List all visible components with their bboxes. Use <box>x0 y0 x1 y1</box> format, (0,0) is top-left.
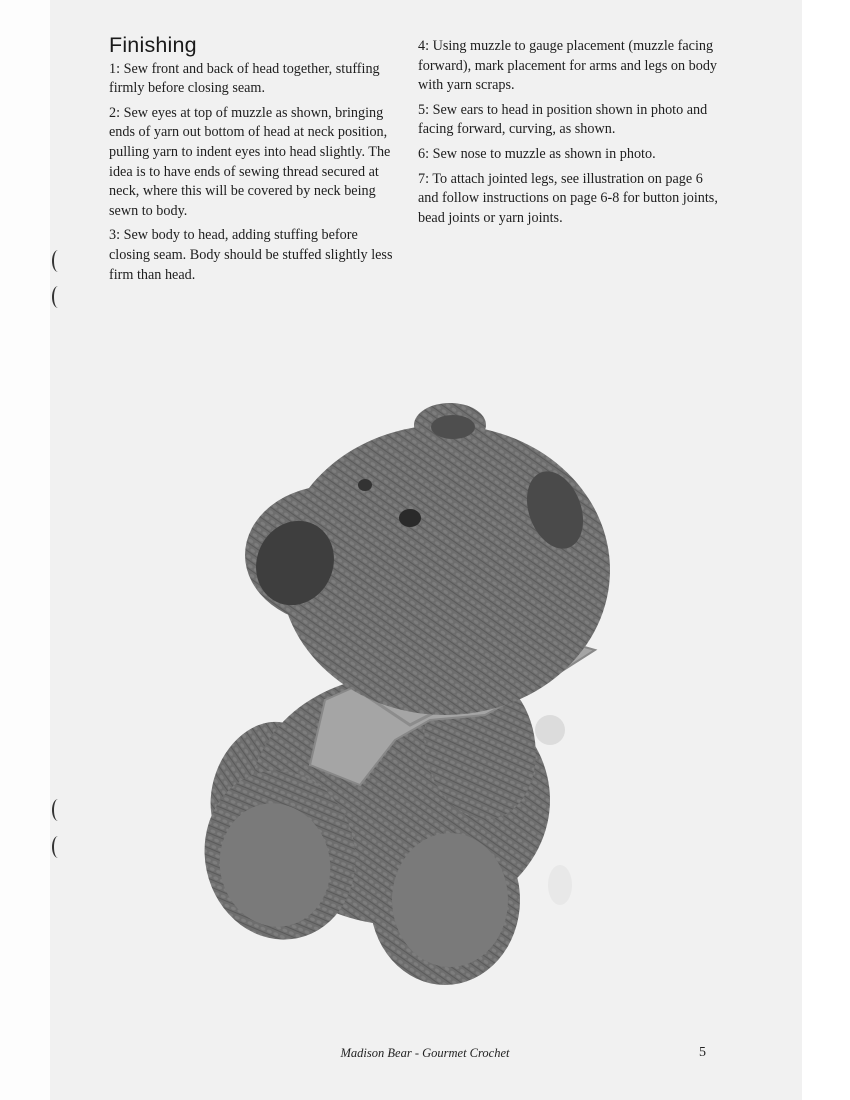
scan-margin-right <box>802 0 850 1100</box>
binding-hole-mark <box>52 799 64 821</box>
binding-hole-mark <box>52 250 64 272</box>
scan-margin-left <box>0 0 50 1100</box>
binding-hole-mark <box>52 286 64 308</box>
page-number: 5 <box>699 1045 706 1060</box>
step-text: Sew nose to muzzle as shown in photo. <box>429 145 656 162</box>
step-number: 5: <box>418 101 430 118</box>
step-number: 1: <box>109 60 121 77</box>
step-4 <box>418 37 718 96</box>
step-number: 4: <box>418 38 430 54</box>
step-5 <box>418 101 718 140</box>
instructions-right-column <box>418 37 718 233</box>
instructions-left-column <box>109 33 399 290</box>
step-7 <box>418 170 718 229</box>
step-number: 3: <box>109 227 121 244</box>
step-text: To attach jointed legs, see illustration on page 6 and follow instructions on page 6-8 for button joints, bead joints or yarn joints. <box>418 170 718 226</box>
step-text: Sew front and back of head together, stuffing firmly before closing seam. <box>109 60 380 97</box>
step-text: Using muzzle to gauge placement (muzzle facing forward), mark placement for arms and legs on body with yarn scraps. <box>418 38 718 94</box>
footer-title: Madison Bear - Gourmet Crochet <box>340 1046 510 1060</box>
crochet-bear-photo <box>195 395 645 995</box>
step-2 <box>109 104 399 222</box>
step-number: 7: <box>418 170 430 187</box>
section-heading: Finishing <box>109 33 197 57</box>
step-text: Sew eyes at top of muzzle as shown, bringing ends of yarn out bottom of head at neck position, pulling yarn to indent eyes into head slightly. The idea is to have ends of sewing thread secured at neck, where this will be covered by neck being sewn to body. <box>109 104 391 219</box>
binding-hole-mark <box>52 836 64 858</box>
step-number: 6: <box>418 145 430 162</box>
step-1 <box>109 60 399 99</box>
step-3 <box>109 226 399 285</box>
step-6 <box>418 145 718 165</box>
step-text: Sew body to head, adding stuffing before closing seam. Body should be stuffed slightly less firm than head. <box>109 227 393 283</box>
step-number: 2: <box>109 104 121 121</box>
step-text: Sew ears to head in position shown in photo and facing forward, curving, as shown. <box>418 101 708 138</box>
